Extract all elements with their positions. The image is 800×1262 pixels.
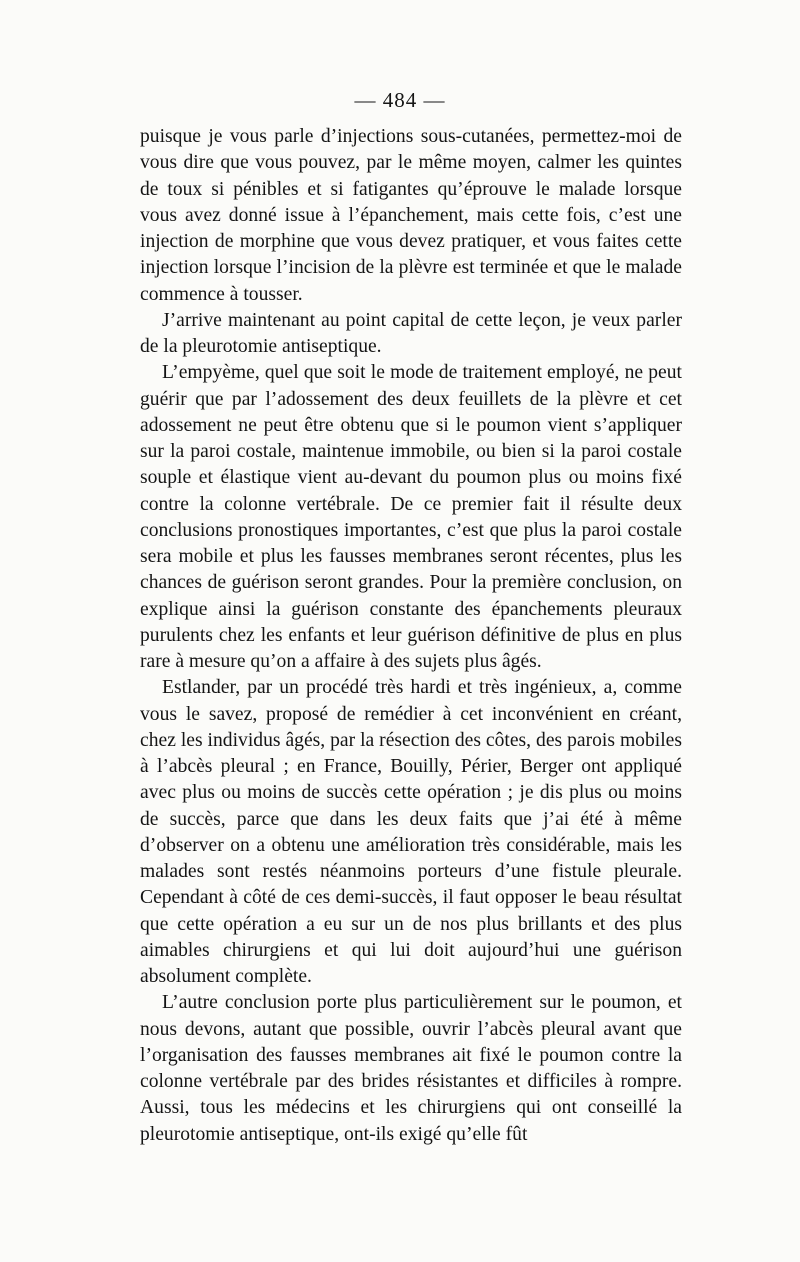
paragraph: J’arrive maintenant au point capital de cette leçon, je veux parler de la pleurotomie antiseptique. — [140, 309, 682, 357]
paragraph: L’empyème, quel que soit le mode de traitement employé, ne peut guérir que par l’adossement des deux feuillets de la plèvre et cet adossement ne peut être obtenu que si le poumon vient s’appliquer sur la paroi costale, maintenue immobile, ou bien si la paroi costale souple et élastique vient au-devant du poumon plus ou moins fixé contre la colonne vertébrale. De ce premier fait il résulte deux conclusions pronostiques importantes, c’est que plus la paroi costale sera mobile et plus les fausses membranes seront récentes, plus les chances de guérison seront grandes. Pour la première conclusion, on explique ainsi la guérison constante des épanchements pleuraux purulents chez les enfants et leur guérison définitive de plus en plus rare à mesure qu’on a affaire à des sujets plus âgés. — [140, 362, 682, 672]
paragraph: Estlander, par un procédé très hardi et très ingénieux, a, comme vous le savez, proposé de remédier à cet inconvénient en créant, chez les individus âgés, par la résection des côtes, des parois mobiles à l’abcès pleural ; en France, Bouilly, Périer, Berger ont appliqué avec plus ou moins de succès cette opération ; je dis plus ou moins de succès, parce que dans les deux faits que j’ai été à même d’observer on a obtenu une amélioration très considérable, mais les malades sont restés néanmoins porteurs d’une fistule pleurale. Cependant à côté de ces demi-succès, il faut opposer le beau résultat que cette opération a eu sur un de nos plus brillants et des plus aimables chirurgiens et qui lui doit aujourd’hui une guérison absolument complète. — [140, 677, 682, 987]
paragraph-continuation: puisque je vous parle d’injections sous-cutanées, permettez-moi de vous dire que vous pouvez, par le même moyen, calmer les quintes de toux si pénibles et si fatigantes qu’éprouve le malade lorsque vous avez donné issue à l’épanchement, mais cette fois, c’est une injection de morphine que vous devez pratiquer, et vous faites cette injection lorsque l’incision de la plèvre est terminée et que le malade commence à tousser. — [140, 126, 682, 305]
paragraph: L’autre conclusion porte plus particulièrement sur le poumon, et nous devons, autant que possible, ouvrir l’abcès pleural avant que l’organisation des fausses membranes ait fixé le poumon contre la colonne vertébrale par des brides résistantes et difficiles à rompre. Aussi, tous les médecins et les chirurgiens qui ont conseillé la pleurotomie antiseptique, ont-ils exigé qu’elle fût — [140, 992, 682, 1145]
body-text — [140, 124, 682, 1148]
page-number: — 484 — — [354, 88, 446, 112]
